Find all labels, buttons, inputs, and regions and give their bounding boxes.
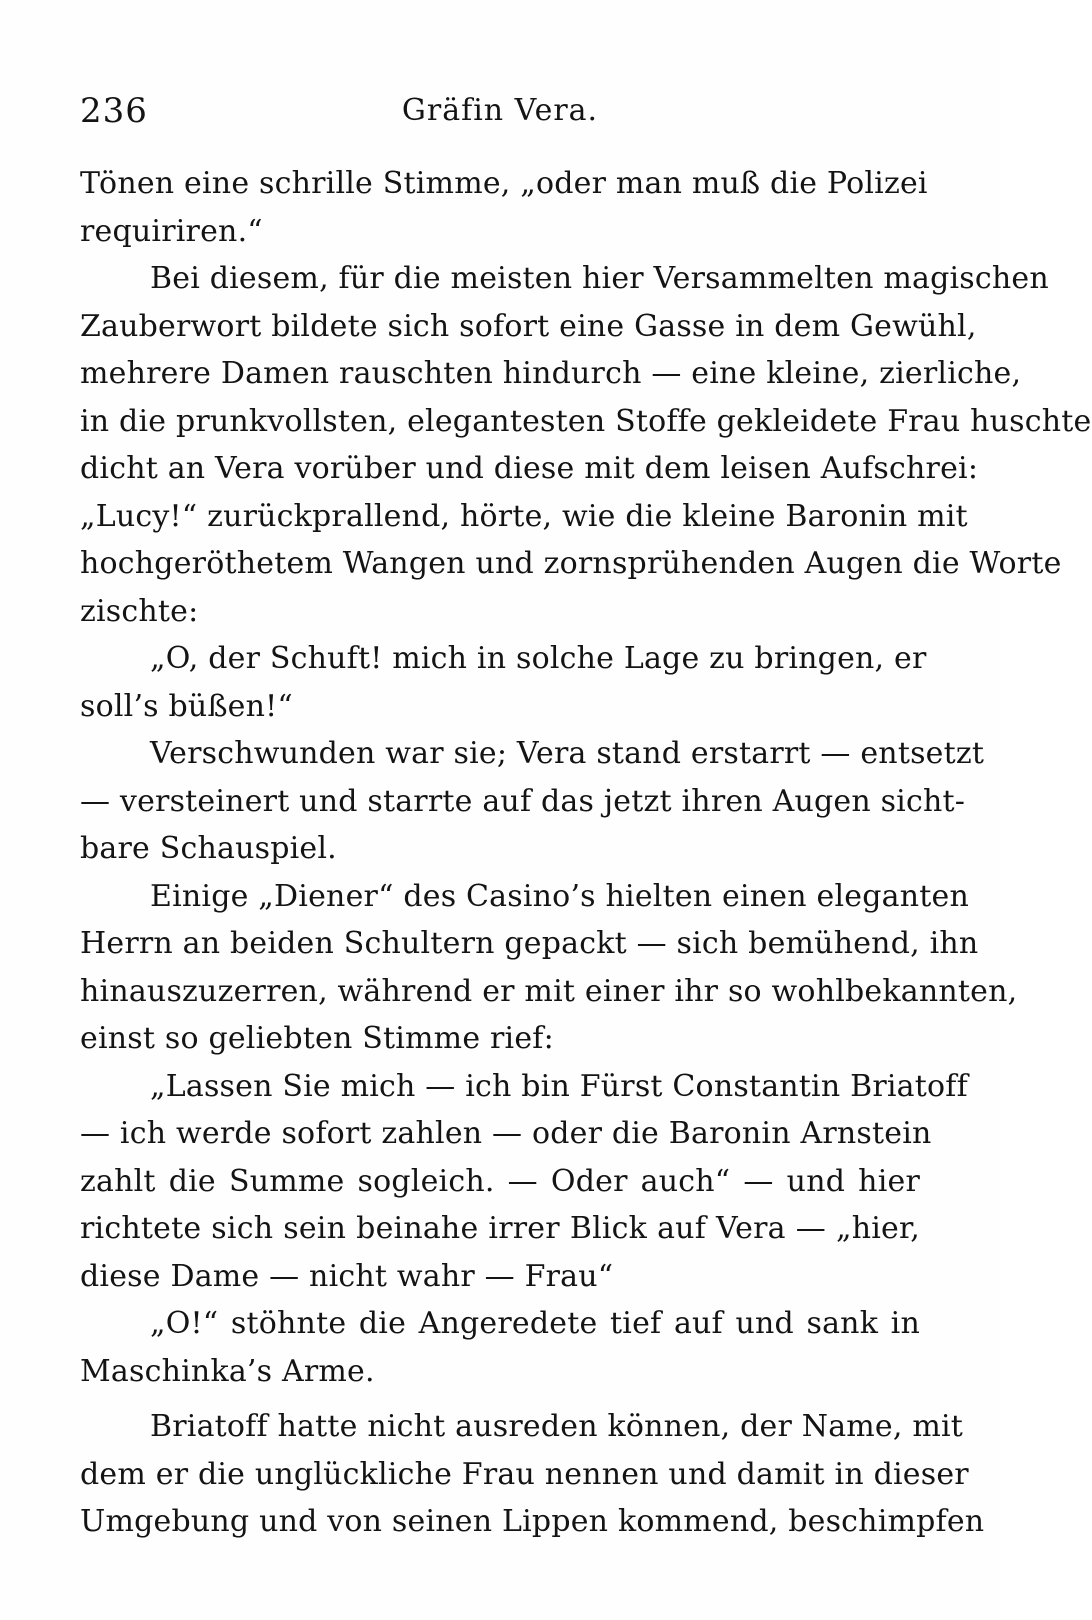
text-line: Verschwunden war sie; Vera stand erstarrt — entsetzt	[150, 736, 985, 771]
text-line: diese Dame — nicht wahr — Frau“	[80, 1258, 614, 1294]
text-line: richtete sich sein beinahe irrer Blick auf Vera — „hier,	[80, 1211, 920, 1246]
text-line: Maschinka’s Arme.	[80, 1353, 375, 1389]
text-line: hinauszuzerren, während er mit einer ihr so wohlbekannten,	[80, 973, 1018, 1009]
text-line: Tönen eine schrille Stimme, „oder man muß die Polizei	[80, 166, 928, 201]
text-line: bare Schauspiel.	[80, 831, 337, 866]
text-line: einst so geliebten Stimme rief:	[80, 1021, 554, 1056]
text-line: Einige „Diener“ des Casino’s hielten einen eleganten	[150, 878, 969, 914]
text-line: — versteinert und starrte auf das jetzt ihren Augen sicht-	[80, 783, 966, 819]
text-line: mehrere Damen rauschten hindurch — eine kleine, zierliche,	[80, 356, 1022, 391]
text-line: dem er die unglückliche Frau nennen und damit in dieser	[80, 1456, 969, 1492]
text-line: hochgeröthetem Wangen und zornsprühenden Augen die Worte	[80, 546, 1062, 581]
page-number: 236	[80, 91, 148, 131]
text-line: „O!“ stöhnte die Angeredete tief auf und sank in	[150, 1306, 920, 1341]
text-line: soll’s büßen!“	[80, 688, 293, 724]
running-title: Gräfin Vera.	[401, 93, 599, 128]
page-header	[80, 86, 920, 136]
body-text	[80, 160, 1092, 1546]
text-line: in die prunkvollsten, elegantesten Stoffe gekleidete Frau huschte	[80, 403, 1092, 439]
text-line: Bei diesem, für die meisten hier Versammelten magischen	[150, 261, 1049, 296]
text-line: Herrn an beiden Schultern gepackt — sich bemühend, ihn	[80, 926, 979, 961]
text-line: zahlt die Summe sogleich. — Oder auch“ — und hier	[80, 1163, 920, 1199]
text-line: — ich werde sofort zahlen — oder die Baronin Arnstein	[80, 1116, 932, 1151]
text-line: Umgebung und von seinen Lippen kommend, beschimpfen	[80, 1504, 985, 1539]
text-line: „Lassen Sie mich — ich bin Fürst Constantin Briatoff	[150, 1068, 968, 1104]
text-line: requiriren.“	[80, 213, 263, 249]
text-line: dicht an Vera vorüber und diese mit dem leisen Aufschrei:	[80, 451, 979, 486]
text-line: „Lucy!“ zurückprallend, hörte, wie die kleine Baronin mit	[80, 498, 968, 534]
text-line: „O, der Schuft! mich in solche Lage zu bringen, er	[150, 641, 927, 676]
text-line: zischte:	[80, 593, 199, 629]
text-line: Briatoff hatte nicht ausreden können, der Name, mit	[150, 1409, 964, 1444]
text-line: Zauberwort bildete sich sofort eine Gasse in dem Gewühl,	[80, 308, 977, 344]
